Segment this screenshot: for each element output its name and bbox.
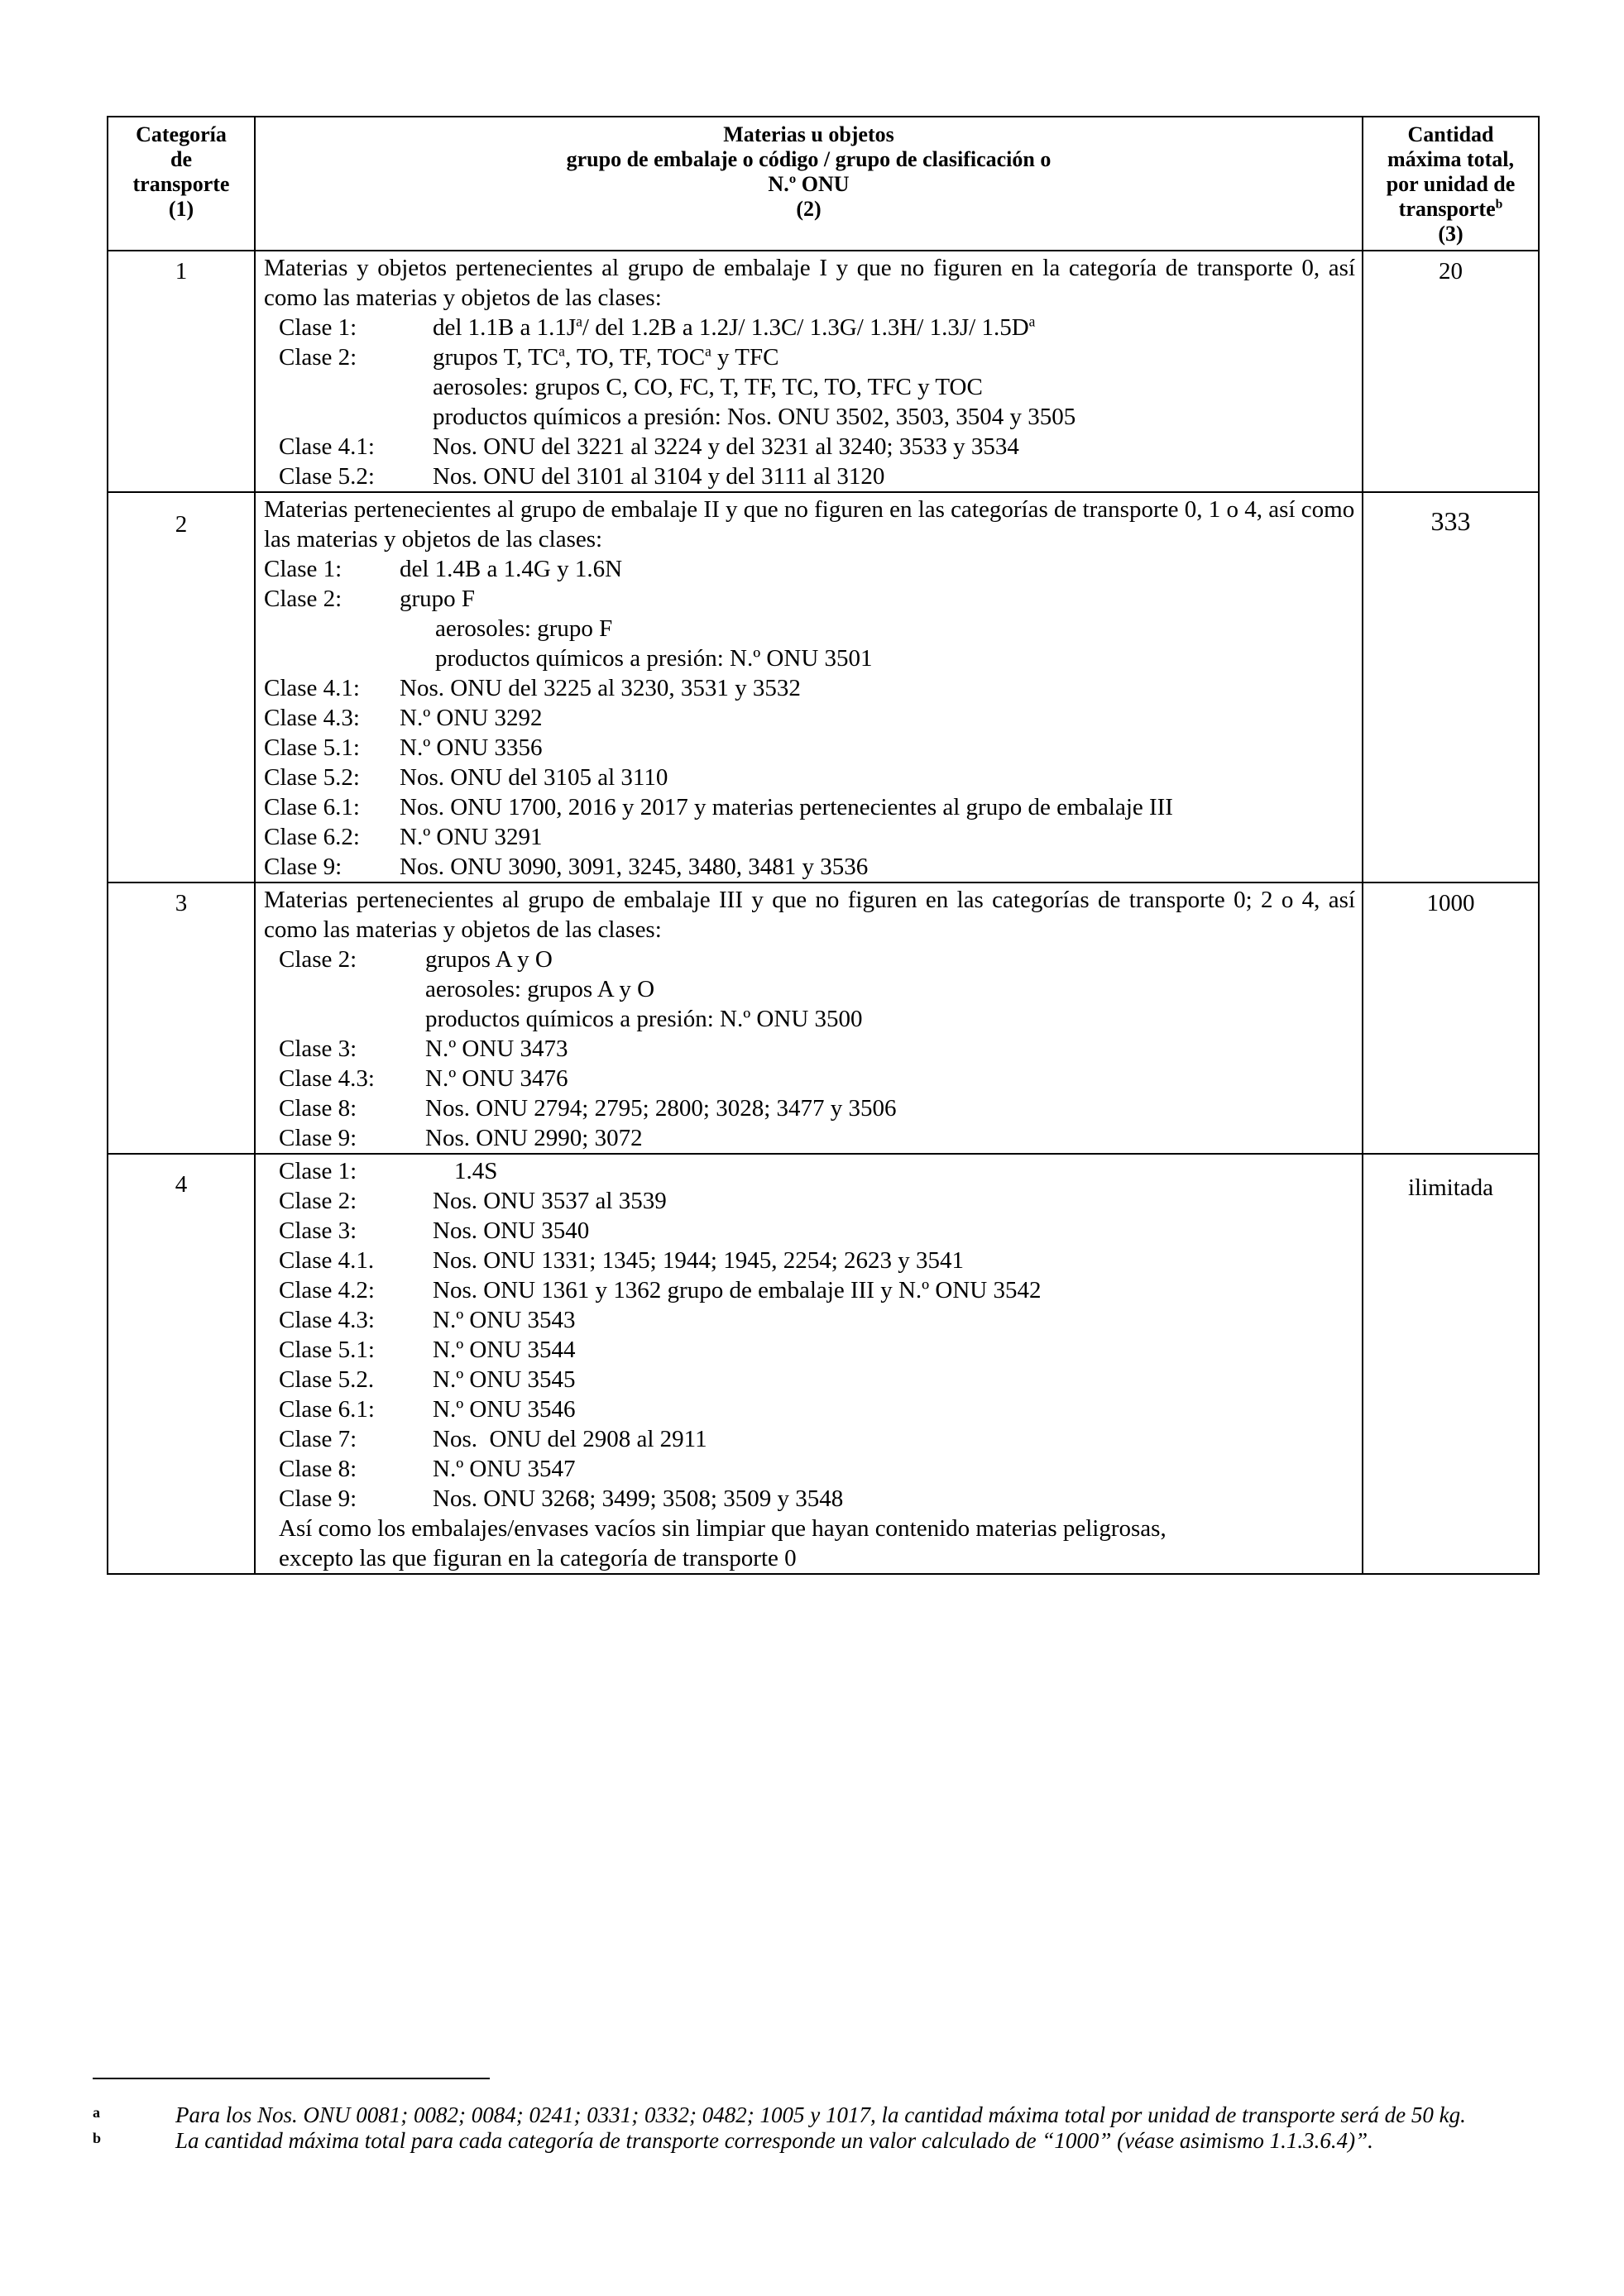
table-header-row [108,117,1539,251]
quantity-cell: 1000 [1363,883,1539,1154]
footnote-b: b La cantidad máxima total para cada categoría de transporte corresponde un valor calculado de “1000” (véase asimismo 1.1.3.6.4)”. [93,2128,1373,2153]
table-row [108,1154,1539,1574]
category-cell: 3 [108,883,255,1154]
table-row [108,251,1539,492]
quantity-cell: ilimitada [1363,1154,1539,1574]
category-cell: 2 [108,492,255,883]
materials-cell: Materias y objetos pertenecientes al grupo de embalaje I y que no figuren en la categoría de transporte 0, así como las materias y objetos de las clases: Clase 1: del 1.1B a $1.1J^a/$ del 1.2B a 1.2J/ 1.3C/ 1.3G/ 1.3H/ 1.3J/ $1.5D^a$ Clase 2: grupos T, $TC^a$, TO, TF, TOC$^a$ y TFC aerosoles: grupos C, CO, FC, T, TF, TC, TO, TFC y TOC productos químicos a presión: Nos. ONU 3502, 3503, 3504 y 3505 Clase 4.1: Nos. ONU del 3221 al 3224 y del 3231 al 3240; 3533 y 3534 Clase 5.2: Nos. ONU del 3101 al 3104 y del 3111 al 3120 [255,251,1363,492]
quantity-cell: 333 [1363,492,1539,883]
table-row [108,883,1539,1154]
footnotes [93,2102,1499,2154]
category-cell: 4 [108,1154,255,1574]
footnote-separator [93,2078,490,2079]
footnote-a: a Para los Nos. ONU 0081; 0082; 0084; 0241; 0331; 0332; 0482; 1005 y 1017, la cantidad máxima total por unidad de transporte será de 50 kg. [93,2102,1466,2127]
materials-cell: Clase 1: 1.4S Clase 2: Nos. ONU 3537 al 3539 Clase 3: Nos. ONU 3540 Clase 4.1. Nos. ONU 1331; 1345; 1944; 1945, 2254; 2623 y 3541 Clase 4.2: Nos. ONU 1361 y 1362 grupo de embalaje III y N.º ONU 3542 Clase 4.3: N.º ONU 3543 Clase 5.1: N.º ONU 3544 Clase 5.2. N.º ONU 3545 Clase 6.1: N.º ONU 3546 Clase 7: Nos. ONU del 2908 al 2911 Clase 8: N.º ONU 3547 Clase 9: Nos. ONU 3268; 3499; 3508; 3509 y 3548 Así como los embalajes/envases vacíos sin limpiar que hayan contenido materias peligrosas, excepto las que figuran en la categoría de transporte 0 [255,1154,1363,1574]
category-cell: 1 [108,251,255,492]
header-category: Categoría de transporte (1) [108,117,255,251]
header-materials: Materias u objetos grupo de embalaje o código / grupo de clasificación o N.º ONU (2) [255,117,1363,251]
quantity-cell: 20 [1363,251,1539,492]
materials-cell: Materias pertenecientes al grupo de embalaje III y que no figuren en las categorías de transporte 0; 2 o 4, así como las materias y objetos de las clases: Clase 2: grupos A y O aerosoles: grupos A y O productos químicos a presión: N.º ONU 3500 Clase 3: N.º ONU 3473 Clase 4.3: N.º ONU 3476 Clase 8: Nos. ONU 2794; 2795; 2800; 3028; 3477 y 3506 Clase 9: Nos. ONU 2990; 3072 [255,883,1363,1154]
table-row [108,492,1539,883]
transport-category-table [107,116,1540,1575]
materials-cell: Materias pertenecientes al grupo de embalaje II y que no figuren en las categorías de transporte 0, 1 o 4, así como las materias y objetos de las clases: Clase 1: del 1.4B a 1.4G y 1.6N Clase 2: grupo F aerosoles: grupo F productos químicos a presión: N.º ONU 3501 Clase 4.1: Nos. ONU del 3225 al 3230, 3531 y 3532 Clase 4.3: N.º ONU 3292 Clase 5.1: N.º ONU 3356 Clase 5.2: Nos. ONU del 3105 al 3110 Clase 6.1: Nos. ONU 1700, 2016 y 2017 y materias pertenecientes al grupo de embalaje III Clase 6.2: N.º ONU 3291 Clase 9: Nos. ONU 3090, 3091, 3245, 3480, 3481 y 3536 [255,492,1363,883]
header-max-quantity: Cantidad máxima total, por unidad de transporte$^b$ (3) [1363,117,1539,251]
